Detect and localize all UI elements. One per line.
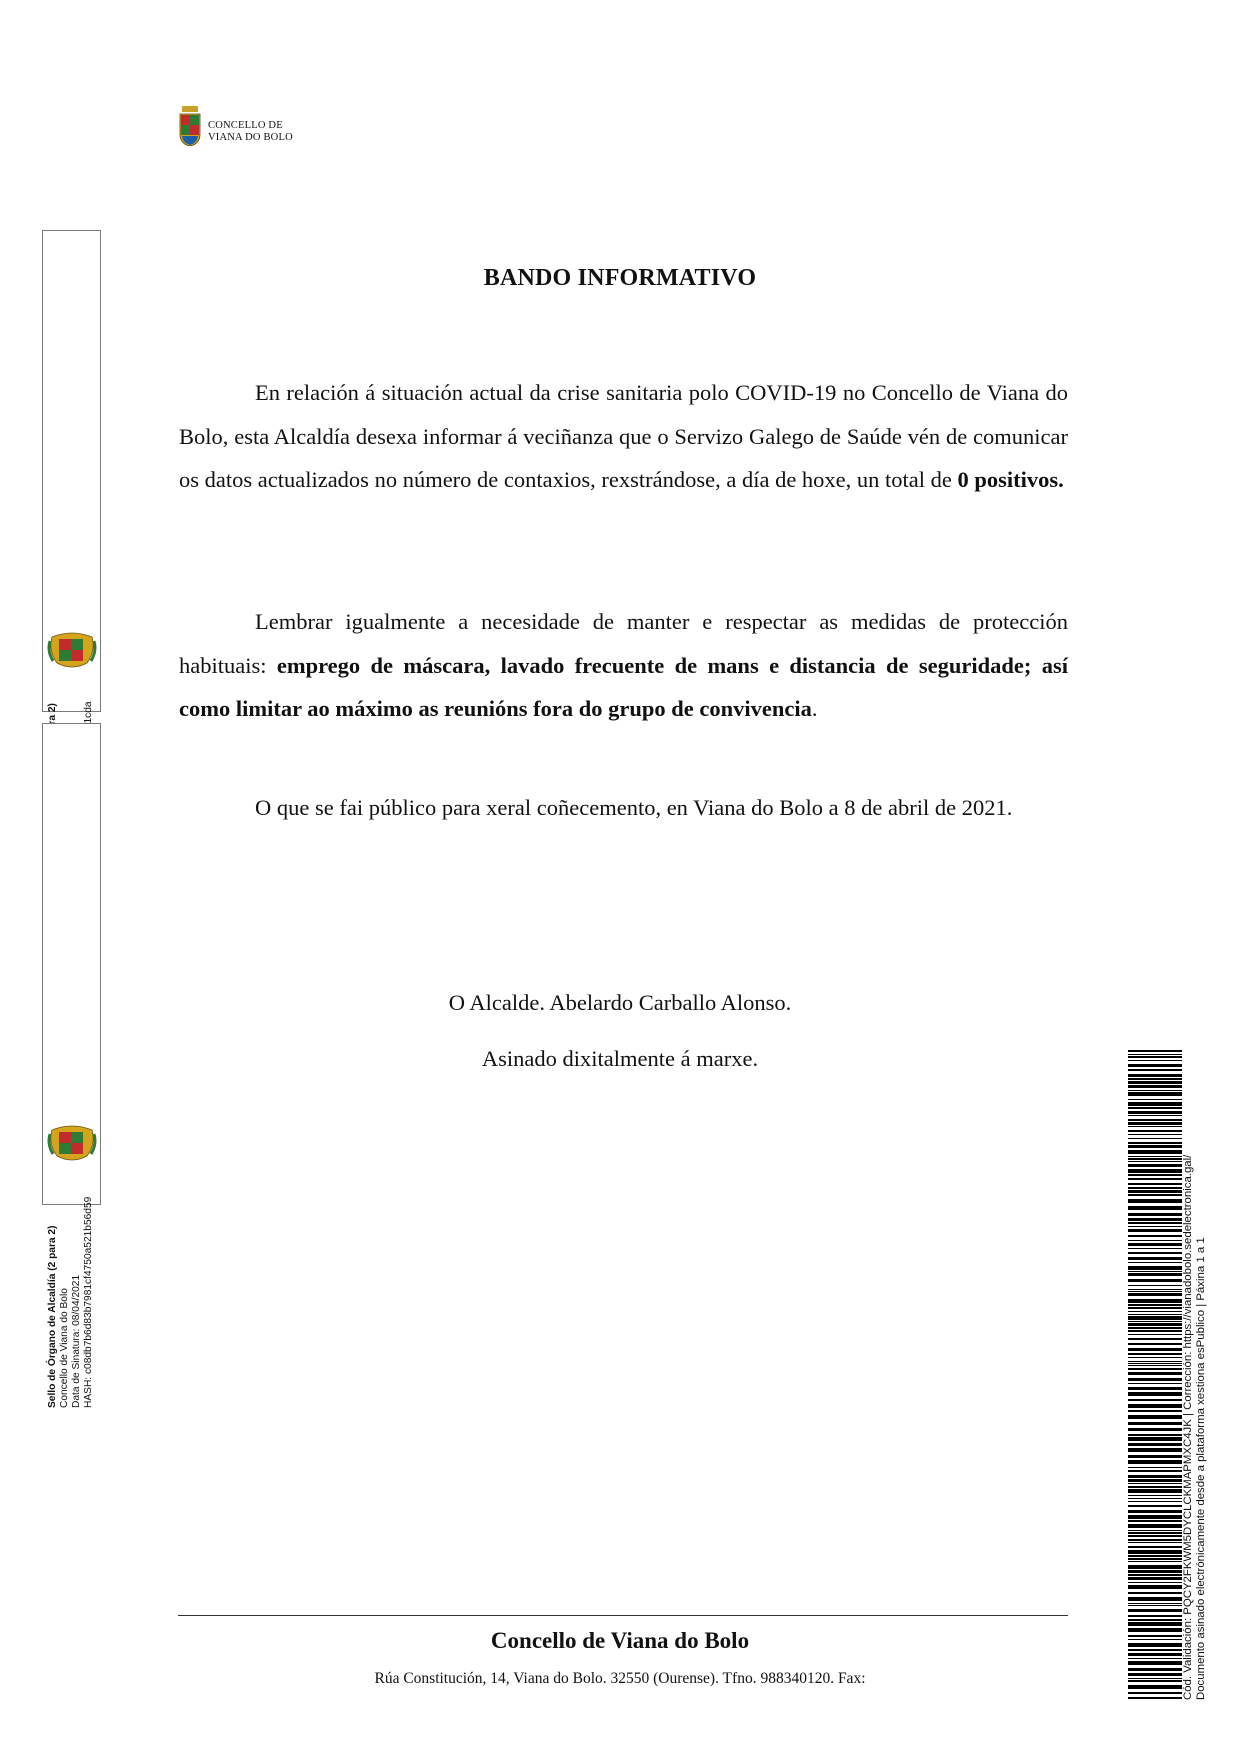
barcode-bar xyxy=(1128,1535,1182,1537)
coat-of-arms-icon xyxy=(178,106,202,146)
barcode-bar xyxy=(1128,1285,1182,1286)
barcode-bar xyxy=(1128,1685,1182,1689)
signature-details xyxy=(47,327,99,647)
barcode-bar xyxy=(1128,1119,1182,1121)
seal-icon xyxy=(47,631,97,669)
barcode-bar xyxy=(1128,1206,1182,1210)
barcode-bar xyxy=(1128,1299,1182,1303)
barcode-bar xyxy=(1128,1692,1182,1694)
barcode-bar xyxy=(1128,1334,1182,1335)
barcode-bar xyxy=(1128,1235,1182,1237)
barcode-bar xyxy=(1128,1542,1182,1543)
document-title: BANDO INFORMATIVO xyxy=(483,265,757,291)
signature-box-seal xyxy=(42,723,101,1408)
barcode-bar xyxy=(1128,1510,1182,1513)
barcode-bar xyxy=(1128,1348,1182,1351)
paragraph-measures xyxy=(179,600,1068,731)
barcode-bar xyxy=(1128,1194,1182,1196)
barcode-bar xyxy=(1128,1649,1182,1651)
measures-list: emprego de máscara, lavado frecuente de mans e distancia de seguridade; así como limitar ao máximo as reunións fora do grupo de convivencia xyxy=(179,652,1068,721)
barcode-bar xyxy=(1128,1069,1182,1071)
barcode-bar xyxy=(1128,1561,1182,1562)
barcode-bar xyxy=(1128,1078,1182,1080)
barcode-bar xyxy=(1128,1126,1182,1127)
footer-title: Concello de Viana do Bolo xyxy=(490,1628,750,1653)
signoff-line: O Alcalde. Abelardo Carballo Alonso. xyxy=(448,990,792,1015)
barcode-bar xyxy=(1128,1605,1182,1606)
barcode-bar xyxy=(1128,1678,1182,1679)
barcode-bar xyxy=(1128,1092,1182,1096)
barcode-bar xyxy=(1128,1056,1182,1058)
barcode-bar xyxy=(1128,1673,1182,1676)
barcode-bar xyxy=(1128,1661,1182,1665)
barcode-bar xyxy=(1128,1448,1182,1452)
barcode-bar xyxy=(1128,1582,1182,1583)
barcode-bar xyxy=(1128,1161,1182,1162)
barcode-bar xyxy=(1128,1327,1182,1329)
barcode-bar xyxy=(1128,1697,1182,1699)
barcode-bar xyxy=(1128,1530,1182,1531)
barcode-bar xyxy=(1128,1619,1182,1621)
barcode-bar xyxy=(1128,1658,1182,1659)
barcode-bar xyxy=(1128,1628,1182,1632)
logo-line-2: VIANA DO BOLO xyxy=(208,132,293,143)
barcode-bar xyxy=(1128,1293,1182,1296)
barcode-bar xyxy=(1128,1597,1182,1601)
footer-divider xyxy=(178,1615,1068,1616)
barcode-bar xyxy=(1128,1050,1182,1052)
barcode-bar xyxy=(1128,1372,1182,1375)
barcode-bar xyxy=(1128,1428,1182,1431)
barcode-bar xyxy=(1128,1520,1182,1522)
barcode-bar xyxy=(1128,1289,1182,1290)
barcode-bar xyxy=(1128,1262,1182,1263)
barcode-bar xyxy=(1128,1240,1182,1241)
barcode-bar xyxy=(1128,1357,1182,1358)
barcode-bar xyxy=(1128,1257,1182,1260)
barcode-bar xyxy=(1128,1304,1182,1306)
barcode-bar xyxy=(1128,1668,1182,1671)
barcode-bar xyxy=(1128,1603,1182,1604)
barcode-bar xyxy=(1128,1085,1182,1088)
barcode-bar xyxy=(1128,1226,1182,1227)
barcode-bar xyxy=(1128,1222,1182,1224)
paragraph-text: En relación á situación actual da crise sanitaria polo COVID-19 no Concello de Viana do Bolo, esta Alcaldía desexa informar á veciñanza que o Servizo Galego de Saúde vén de comunicar os datos actualizados no número de contaxios, rexstrándose, a día de hoxe, un total de xyxy=(179,380,1068,492)
barcode-bar xyxy=(1128,1470,1182,1472)
barcode-bar xyxy=(1128,1460,1182,1464)
barcode-bar xyxy=(1128,1169,1182,1173)
barcode-bar xyxy=(1128,1060,1182,1061)
logo-text xyxy=(208,120,293,144)
barcode-bar xyxy=(1128,1330,1182,1332)
barcode-bar xyxy=(1128,1570,1182,1573)
signer-name: Sello de Órgano de Alcaldía (2 para 2) xyxy=(47,1225,58,1408)
barcode-bar xyxy=(1128,1434,1182,1436)
barcode-bar xyxy=(1128,1577,1182,1580)
signer-role: Concello de Viana do Bolo xyxy=(59,1288,70,1408)
barcode-bar xyxy=(1128,1054,1182,1055)
barcode-bar xyxy=(1128,1422,1182,1425)
barcode-bar xyxy=(1128,1483,1182,1484)
barcode-bar xyxy=(1128,1410,1182,1412)
barcode-bar xyxy=(1128,1321,1182,1322)
barcode-bar xyxy=(1128,1074,1182,1077)
barcode-bar xyxy=(1128,1505,1182,1507)
barcode-bar xyxy=(1128,1387,1182,1390)
barcode-bar xyxy=(1128,1498,1182,1499)
barcode-bar xyxy=(1128,1134,1182,1135)
barcode-bar xyxy=(1128,1174,1182,1176)
barcode-bar xyxy=(1128,1316,1182,1320)
barcode-bar xyxy=(1128,1271,1182,1272)
barcode-bar xyxy=(1128,1489,1182,1493)
barcode-bar xyxy=(1128,1156,1182,1157)
barcode-bar xyxy=(1128,1279,1182,1282)
barcode-bar xyxy=(1128,1111,1182,1114)
barcode-bar xyxy=(1128,1443,1182,1446)
barcode-bar xyxy=(1128,1243,1182,1246)
barcode-bar xyxy=(1128,1323,1182,1326)
barcode-bar xyxy=(1128,1555,1182,1557)
digital-signature-note: Asinado dixitalmente á marxe. xyxy=(481,1046,759,1071)
signature-box-mayor xyxy=(42,230,101,712)
barcode-bar xyxy=(1128,1081,1182,1084)
barcode-bar xyxy=(1128,1343,1182,1345)
paragraph-situation xyxy=(179,371,1068,502)
barcode-bar xyxy=(1128,1643,1182,1647)
barcode-bar xyxy=(1128,1635,1182,1637)
barcode-bar xyxy=(1128,1622,1182,1626)
validation-platform: Documento asinado electrónicamente desde a plataforma xestiona esPublico | Páxina 1 a 1 xyxy=(1195,1237,1207,1700)
barcode-bar xyxy=(1128,1145,1182,1148)
barcode-bar xyxy=(1128,1592,1182,1594)
barcode-bar xyxy=(1128,1190,1182,1193)
barcode-bar xyxy=(1128,1164,1182,1167)
barcode-bar xyxy=(1128,1107,1182,1109)
signature-hash: HASH: c08db7b6d83b7981cf4750a521b56d59 xyxy=(83,1196,94,1408)
barcode-icon xyxy=(1128,1050,1182,1700)
barcode-bar xyxy=(1128,1099,1182,1100)
barcode-bar xyxy=(1128,1368,1182,1370)
barcode-bar xyxy=(1128,1639,1182,1640)
validation-info xyxy=(1182,1050,1216,1700)
positive-count: 0 positivos. xyxy=(957,467,1064,492)
barcode-bar xyxy=(1128,1252,1182,1254)
barcode-bar xyxy=(1128,1479,1182,1482)
barcode-bar xyxy=(1128,1187,1182,1189)
barcode-bar xyxy=(1128,1415,1182,1419)
barcode-bar xyxy=(1128,1266,1182,1270)
barcode-bar xyxy=(1128,1615,1182,1617)
barcode-bar xyxy=(1128,1307,1182,1309)
barcode-bar xyxy=(1128,1539,1182,1541)
barcode-bar xyxy=(1128,1532,1182,1534)
logo-line-1: CONCELLO DE xyxy=(208,120,283,131)
barcode-bar xyxy=(1128,1399,1182,1401)
municipal-logo xyxy=(178,104,328,150)
barcode-bar xyxy=(1128,1311,1182,1312)
barcode-bar xyxy=(1128,1361,1182,1362)
barcode-bar xyxy=(1128,1338,1182,1340)
barcode-bar xyxy=(1128,1150,1182,1154)
barcode-bar xyxy=(1128,1115,1182,1116)
barcode-bar xyxy=(1128,1229,1182,1232)
signature-date: Data de Sinatura: 08/04/2021 xyxy=(71,1274,82,1408)
barcode-bar xyxy=(1128,1546,1182,1548)
barcode-bar xyxy=(1128,1363,1182,1364)
barcode-bar xyxy=(1128,1378,1182,1381)
barcode-bar xyxy=(1128,1365,1182,1366)
barcode-bar xyxy=(1128,1130,1182,1132)
barcode-bar xyxy=(1128,1609,1182,1612)
barcode-bar xyxy=(1128,1404,1182,1408)
barcode-bar xyxy=(1128,1475,1182,1478)
barcode-bar xyxy=(1128,1501,1182,1502)
barcode-bar xyxy=(1128,1455,1182,1458)
barcode-bar xyxy=(1128,1178,1182,1180)
barcode-bar xyxy=(1128,1314,1182,1315)
barcode-bar xyxy=(1128,1486,1182,1488)
barcode-bar xyxy=(1128,1090,1182,1091)
barcode-bar xyxy=(1128,1437,1182,1441)
paragraph-end: . xyxy=(811,696,818,721)
barcode-bar xyxy=(1128,1392,1182,1396)
barcode-bar xyxy=(1128,1524,1182,1528)
barcode-bar xyxy=(1128,1158,1182,1160)
barcode-bar xyxy=(1128,1574,1182,1576)
barcode-bar xyxy=(1128,1467,1182,1468)
barcode-bar xyxy=(1128,1550,1182,1554)
barcode-bar xyxy=(1128,1213,1182,1216)
barcode-bar xyxy=(1128,1199,1182,1203)
barcode-bar xyxy=(1128,1291,1182,1292)
barcode-bar xyxy=(1128,1122,1182,1125)
barcode-bar xyxy=(1128,1565,1182,1569)
barcode-bar xyxy=(1128,1273,1182,1276)
barcode-bar xyxy=(1128,1680,1182,1682)
signature-details xyxy=(47,820,99,1408)
barcode-bar xyxy=(1128,1585,1182,1589)
paragraph-publication: O que se fai público para xeral coñecemento, en Viana do Bolo a 8 de abril de 2021. xyxy=(255,795,1013,820)
barcode-bar xyxy=(1128,1653,1182,1656)
barcode-bar xyxy=(1128,1102,1182,1106)
barcode-bar xyxy=(1128,1353,1182,1355)
barcode-bar xyxy=(1128,1515,1182,1519)
validation-code: Cód. Validación: PQCY2FKWM5DYCLCKMAPMXC4JK | Corrección: https://vianadobolo.sedelectronica.gal/ xyxy=(1182,1154,1194,1700)
barcode-bar xyxy=(1128,1495,1182,1496)
barcode-bar xyxy=(1128,1138,1182,1139)
barcode-bar xyxy=(1128,1064,1182,1067)
barcode-bar xyxy=(1128,1183,1182,1185)
barcode-bar xyxy=(1128,1383,1182,1384)
barcode-bar xyxy=(1128,1558,1182,1560)
barcode-bar xyxy=(1128,1218,1182,1221)
footer-address: Rúa Constitución, 14, Viana do Bolo. 32550 (Ourense). Tfno. 988340120. Fax: xyxy=(374,1670,866,1687)
barcode-bar xyxy=(1128,1142,1182,1144)
seal-icon xyxy=(47,1124,97,1162)
barcode-bar xyxy=(1128,1248,1182,1249)
paragraph-text: Lembrar igualmente a necesidade de manter e respectar as medidas de protección habituais: xyxy=(179,609,1068,678)
